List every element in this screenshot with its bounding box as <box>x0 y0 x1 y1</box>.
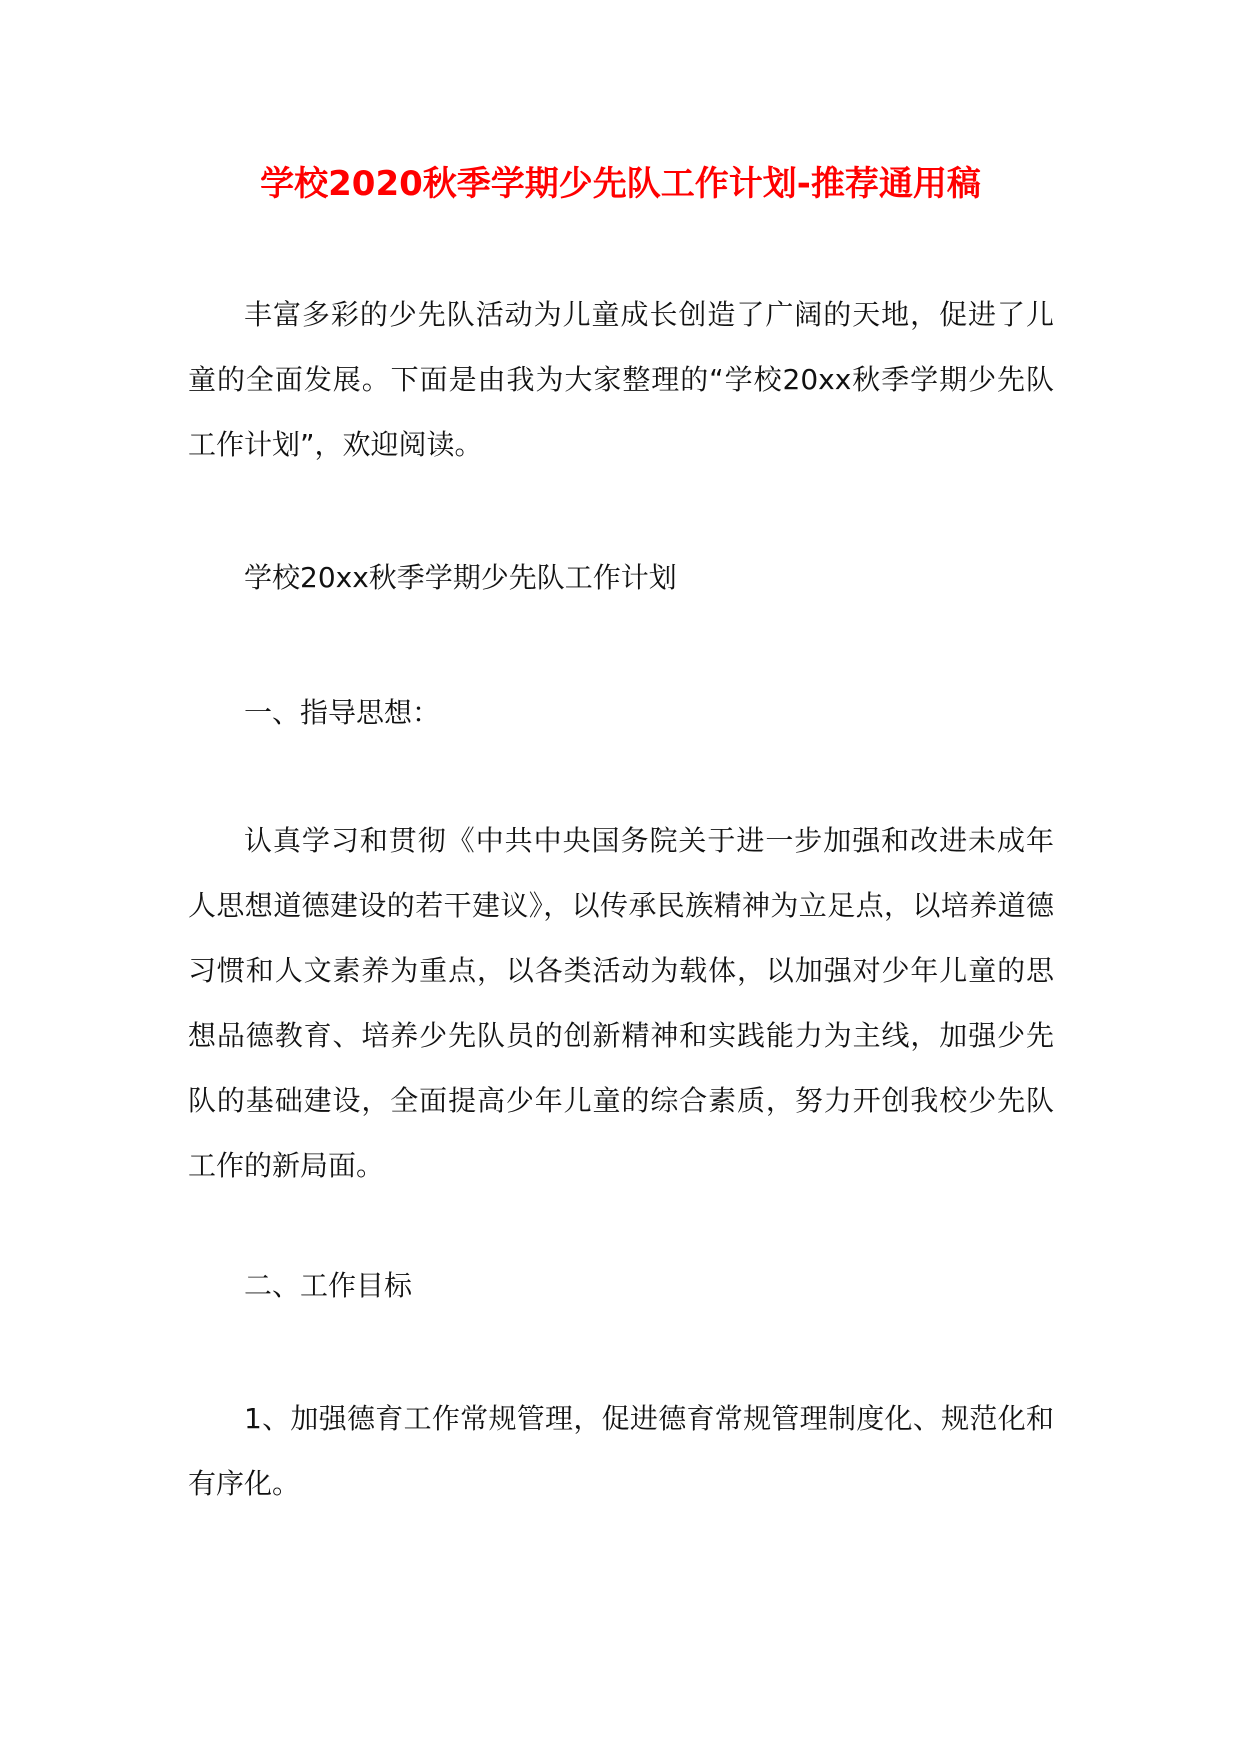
work-goal-item-1: 1、加强德育工作常规管理，促进德育常规管理制度化、规范化和有序化。 <box>188 1402 1054 1500</box>
section-heading-guiding-ideology: 一、指导思想： <box>244 696 441 729</box>
intro-paragraph: 丰富多彩的少先队活动为儿童成长创造了广阔的天地，促进了儿童的全面发展。下面是由我为大家整理的“学校20xx秋季学期少先队工作计划”，欢迎阅读。 <box>188 298 1054 461</box>
plan-heading: 学校20xx秋季学期少先队工作计划 <box>244 561 677 594</box>
document-title: 学校2020秋季学期少先队工作计划-推荐通用稿 <box>260 164 981 204</box>
guiding-ideology-paragraph: 认真学习和贯彻《中共中央国务院关于进一步加强和改进未成年人思想道德建设的若干建议》，以传承民族精神为立足点，以培养道德习惯和人文素养为重点，以各类活动为载体，以加强对少年儿童的思想品德教育、培养少先队员的创新精神和实践能力为主线，加强少先队的基础建设，全面提高少年儿童的综合素质，努力开创我校少先队工作的新局面。 <box>188 824 1054 1182</box>
section-heading-work-goals: 二、工作目标 <box>244 1269 413 1302</box>
